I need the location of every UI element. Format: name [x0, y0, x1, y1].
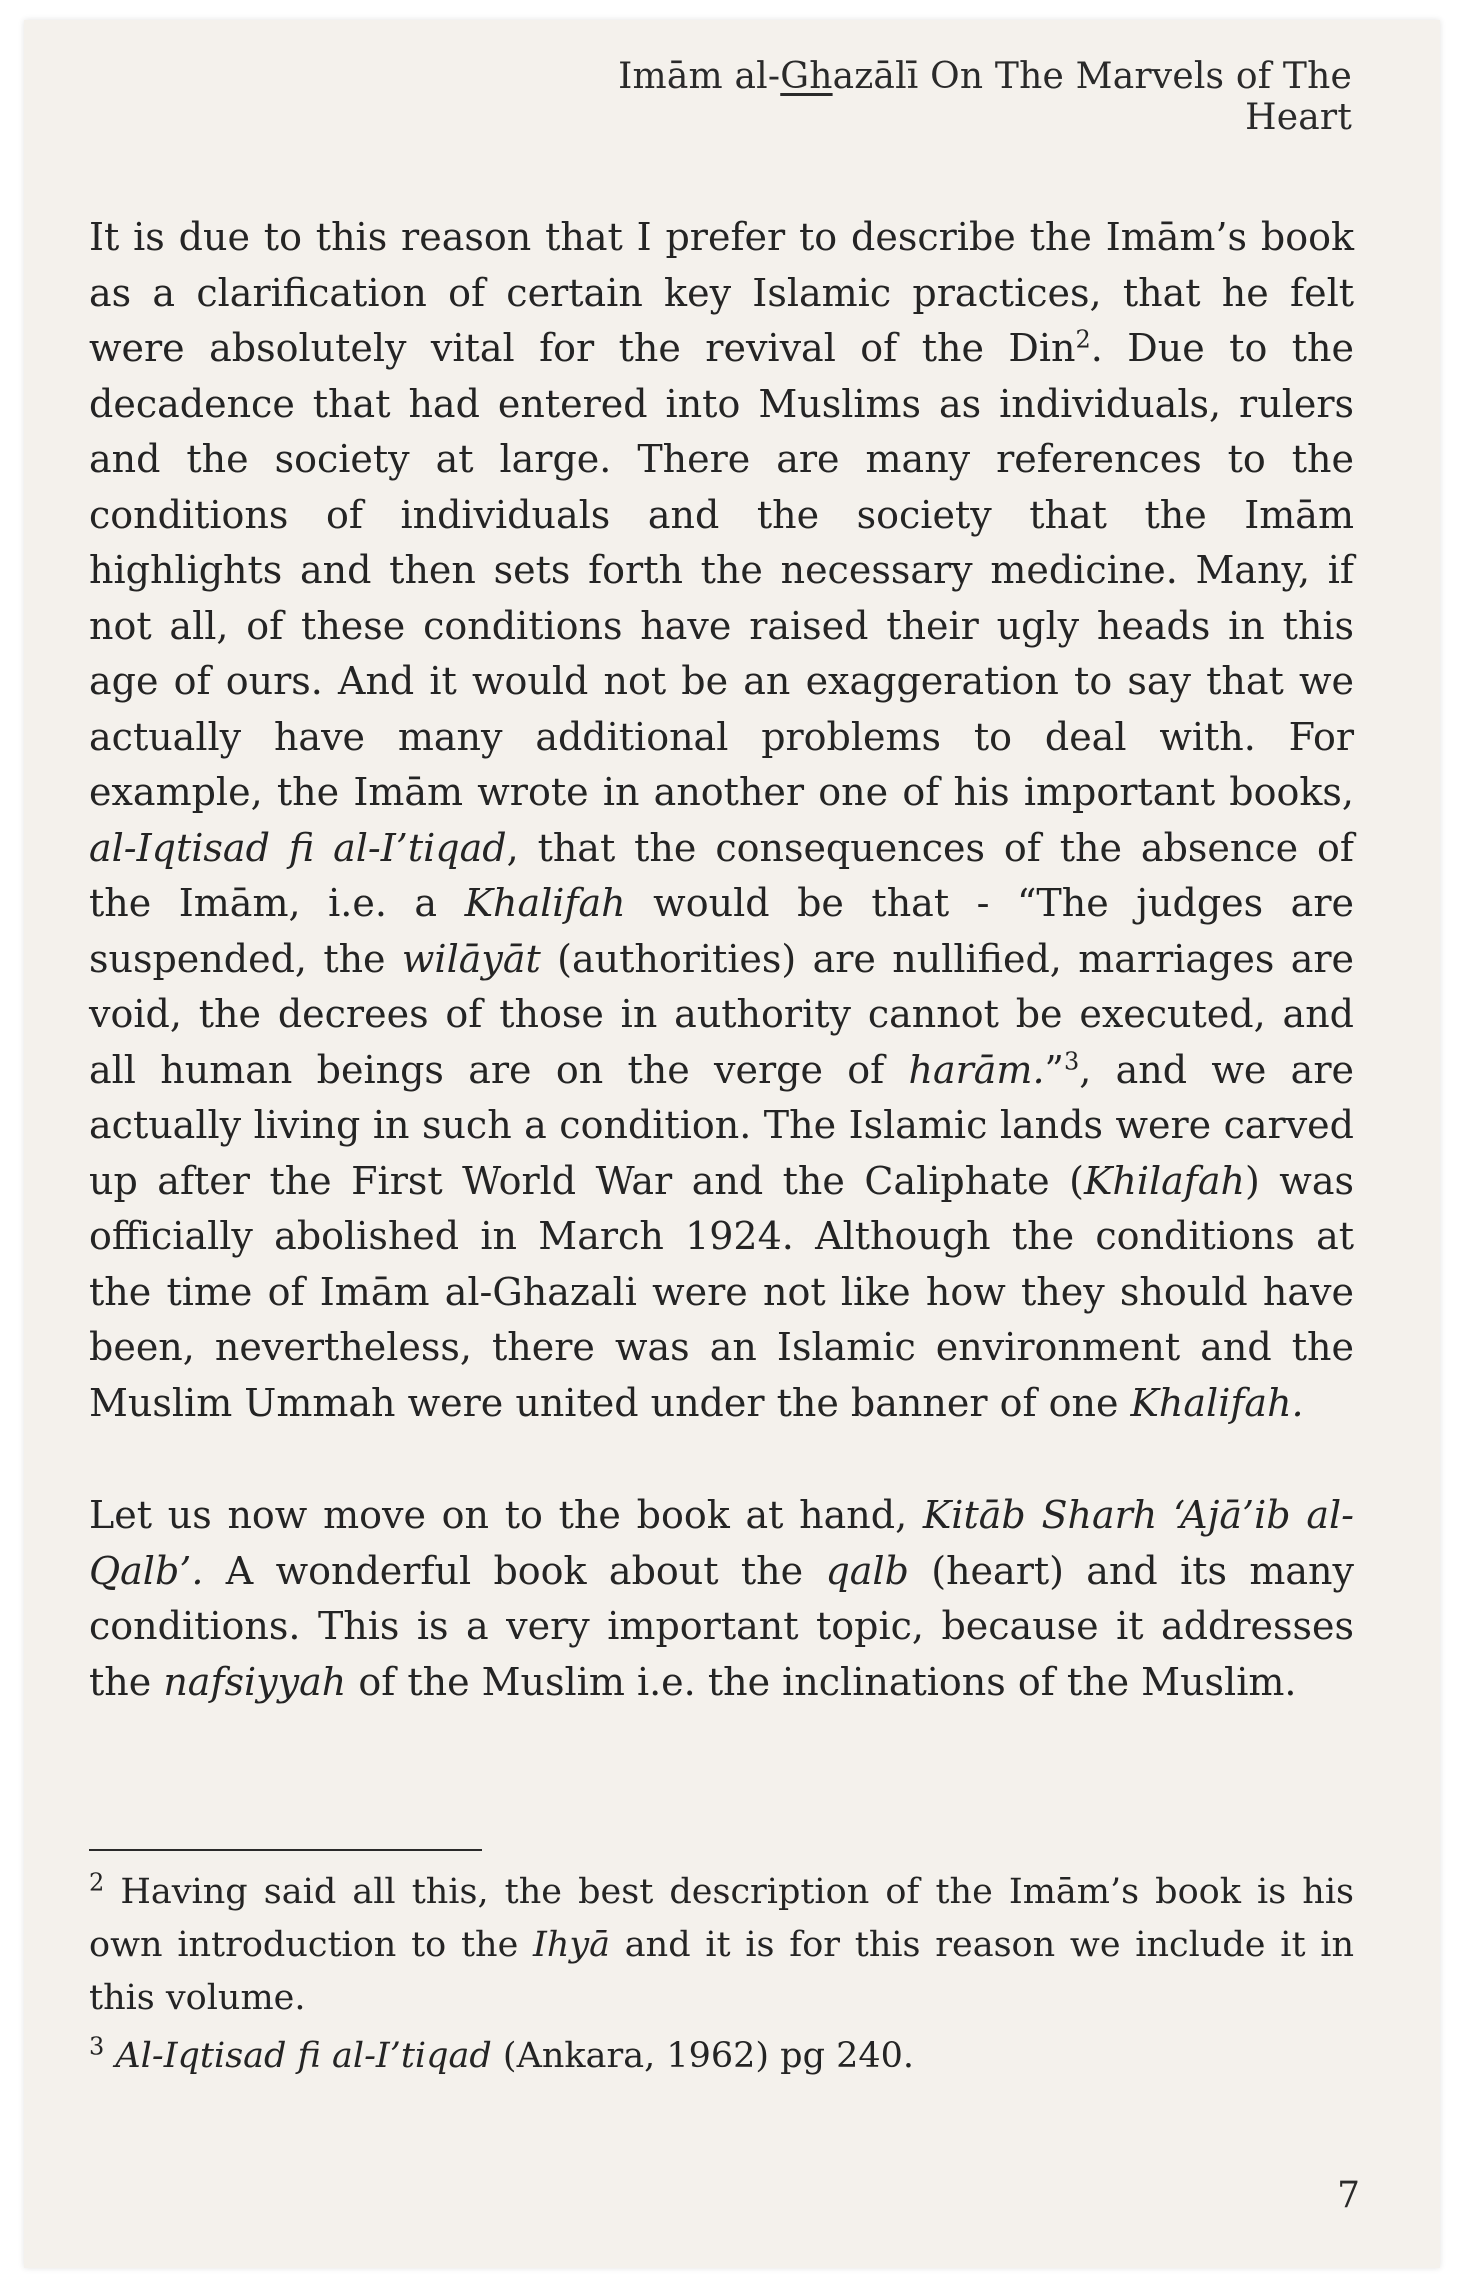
para1-text: ”: [1044, 1047, 1064, 1092]
para2-text: (heart) and its many conditions. This is a very important topic, because it addresses the: [89, 1548, 1354, 1704]
footnote-text: Having said all this, the best description of the Imām’s book is his own introduction to the: [89, 1872, 1354, 1965]
footnote-number: 3: [89, 2032, 105, 2061]
para1-text: It is due to this reason that I prefer to describe the Imām’s book as a clarification of certain key Islamic practices, that he felt were absolutely vital for the revival of the Din: [89, 215, 1354, 370]
italic-term: wilāyāt: [401, 936, 541, 981]
footnote-divider: [89, 1849, 482, 1851]
footnote-3: [89, 2030, 1354, 2083]
book-title-italic: Al-Iqtisad fi al-I’tiqad: [104, 2036, 492, 2076]
italic-term: Ihyā: [533, 1925, 611, 1965]
italic-term: harām.: [908, 1047, 1045, 1092]
para1-text: , and we are actually living in such a condition. The Islamic lands were carved up after the First World War and the Caliphate (: [89, 1047, 1354, 1203]
book-title-italic: Kitāb Sharh ‘Ajā’ib al-Qalb’.: [89, 1493, 1354, 1593]
italic-term: Khalifah.: [1130, 1380, 1304, 1425]
para1-text: ) was officially abolished in March 1924. Although the conditions at the time of Imām al-Ghazali were not like how they should have been, nevertheless, there was an Islamic environment and the Muslim Ummah were united under the banner of one: [89, 1158, 1354, 1425]
para2-text: Let us now move on to the book at hand,: [89, 1493, 923, 1537]
footnote-2: [89, 1866, 1354, 2025]
running-header: [512, 56, 1352, 138]
italic-term: Khalifah: [464, 881, 626, 925]
italic-term: Khilafah: [1083, 1158, 1245, 1203]
header-text-pre: Imām al-: [618, 56, 781, 97]
page-number: 7: [1337, 2175, 1360, 2216]
para1-text: would be that - “The judges are suspended, the: [89, 881, 1354, 981]
para2-text: A wonderful book about the: [203, 1548, 826, 1593]
book-title-italic: al-Iqtisad fi al-I’tiqad: [89, 825, 507, 870]
header-text-underlined: Gh: [780, 56, 833, 97]
para1-text: (authorities) are nullified, marriages are void, the decrees of those in authority cannot be executed, and all human beings are on the verge of: [89, 936, 1354, 1092]
para1-text: . Due to the decadence that had entered into Muslims as individuals, rulers and the society at large. There are many references to the conditions of individuals and the society that the Imām highlights and then sets forth the necessary medicine. Many, if not all, of these conditions have raised their ugly heads in this age of ours. And it would not be an exaggeration to say that we actually have many additional problems to deal with. For example, the Imām wrote in another one of his important books,: [89, 326, 1354, 814]
footnote-ref-2: 2: [1075, 325, 1091, 354]
italic-term: qalb: [825, 1548, 909, 1593]
para2-text: of the Muslim i.e. the inclinations of the Muslim.: [346, 1659, 1297, 1704]
footnote-number: 2: [89, 1868, 105, 1897]
italic-term: nafsiyyah: [163, 1659, 347, 1704]
footnote-text: and it is for this reason we include it in this volume.: [89, 1925, 1354, 2018]
para1-text: , that the consequences of the absence of the Imām, i.e. a: [89, 825, 1354, 925]
footnote-text: (Ankara, 1962) pg 240.: [491, 2036, 915, 2076]
body-paragraph-1: [89, 210, 1354, 1431]
body-paragraph-2: [89, 1488, 1354, 1710]
footnote-ref-3: 3: [1063, 1046, 1080, 1075]
header-text-post: azālī On The Marvels of The Heart: [832, 56, 1352, 138]
